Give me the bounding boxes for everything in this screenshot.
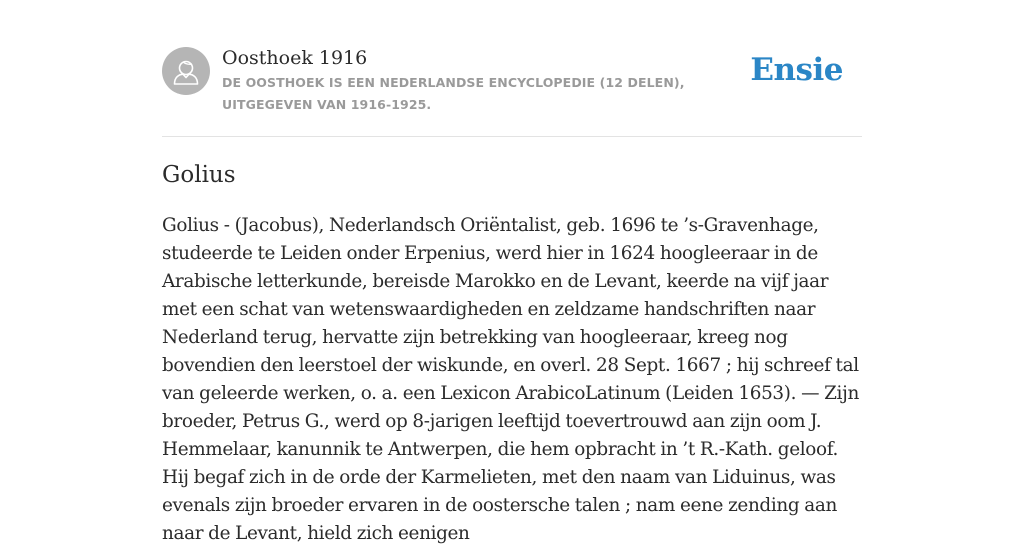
source-description: DE OOSTHOEK IS EEN NEDERLANDSE ENCYCLOPEDIE (12 DELEN), UITGEGEVEN VAN 1916-1925. (222, 75, 685, 112)
ensie-logo[interactable]: Ensie (750, 52, 843, 88)
avatar[interactable] (162, 47, 210, 95)
user-icon (162, 47, 210, 95)
source-header (162, 46, 862, 137)
source-title[interactable]: Oosthoek 1916 (222, 47, 368, 69)
entry-body: Golius - (Jacobus), Nederlandsch Oriëntalist, geb. 1696 te ’s-Gravenhage, studeerde te Leiden onder Erpenius, werd hier in 1624 hoogleeraar in de Arabische letterkunde, bereisde Marokko en de Levant, keerde na vijf jaar met een schat van wetenswaardigheden en zeldzame handschriften naar Nederland terug, hervatte zijn betrekking van hoogleeraar, kreeg nog bovendien den leerstoel der wiskunde, en overl. 28 Sept. 1667 ; hij schreef tal van geleerde werken, o. a. een Lexicon ArabicoLatinum (Leiden 1653). — Zijn broeder, Petrus G., werd op 8-jarigen leeftijd toevertrouwd aan zijn oom J. Hemmelaar, kanunnik te Antwerpen, die hem opbracht in ’t R.-Kath. geloof. Hij begaf zich in de orde der Karmelieten, met den naam van Liduinus, was evenals zijn broeder ervaren in de oostersche talen ; nam eene zending aan naar de Levant, hield zich eenigen (162, 215, 859, 544)
page-title: Golius (162, 162, 236, 188)
